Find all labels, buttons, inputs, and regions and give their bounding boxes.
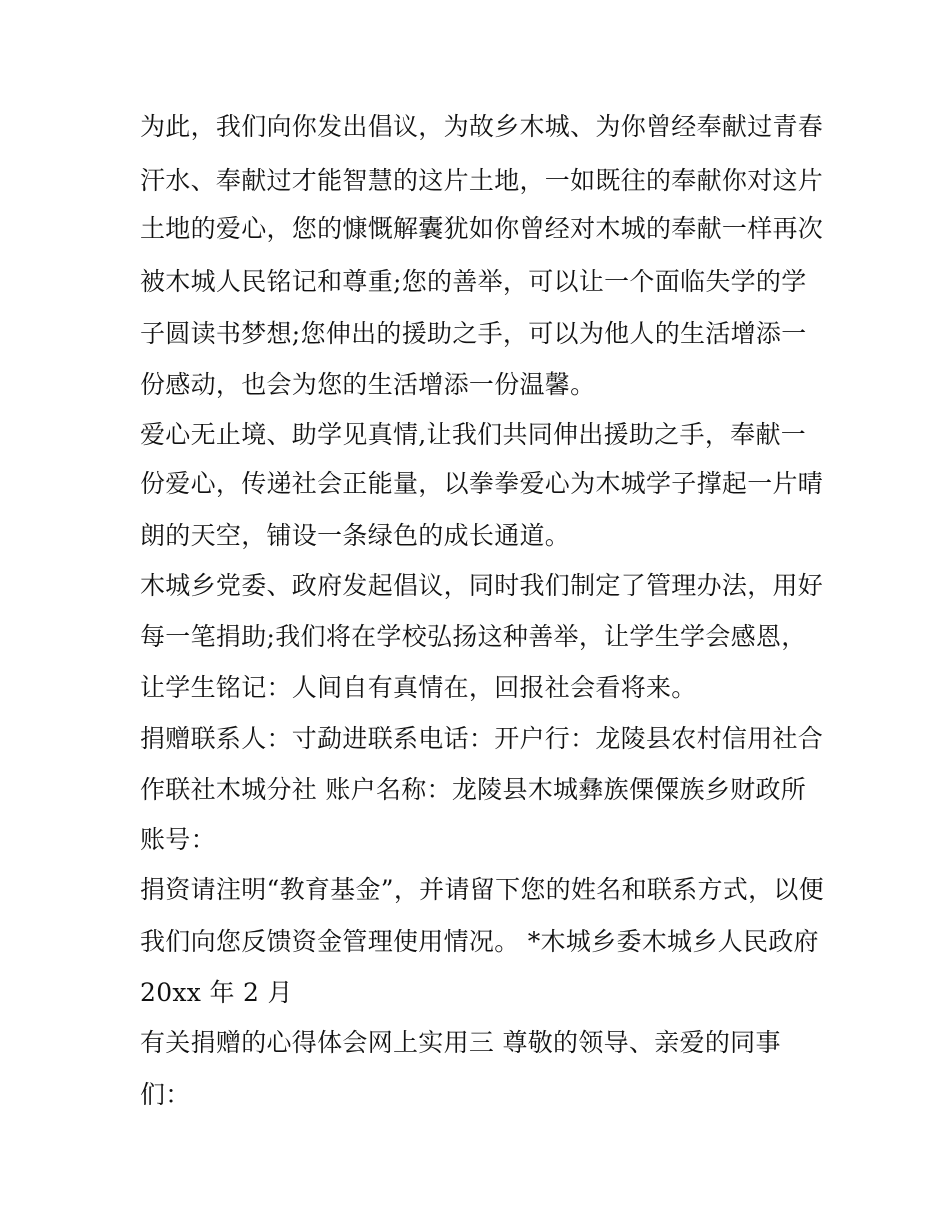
text-line: 捐赠联系人：寸勐进联系电话：开户行：龙陵县农村信用社合: [140, 724, 824, 753]
date-line: 20xx 年 2 月: [140, 978, 293, 1007]
text-line: 木城乡党委、政府发起倡议，同时我们制定了管理办法，用好: [140, 571, 824, 600]
text-line: 份感动，也会为您的生活增添一份温馨。: [140, 370, 596, 399]
text-line: 子圆读书梦想;您伸出的援助之手，可以为他人的生活增添一: [140, 319, 807, 348]
text-line: 爱心无止境、助学见真情,让我们共同伸出援助之手，奉献一: [140, 420, 807, 449]
text-line: 作联社木城分社 账户名称：龙陵县木城彝族傈僳族乡财政所: [140, 775, 807, 804]
text-line: 份爱心，传递社会正能量，以拳拳爱心为木城学子撑起一片晴: [140, 469, 824, 498]
text-line: 为此，我们向你发出倡议，为故乡木城、为你曾经奉献过青春: [140, 112, 824, 141]
text-line: 朗的天空，铺设一条绿色的成长通道。: [140, 521, 571, 550]
text-line: 土地的爱心，您的慷慨解囊犹如你曾经对木城的奉献一样再次: [140, 214, 824, 243]
text-line: 汗水、奉献过才能智慧的这片土地，一如既往的奉献你对这片: [140, 166, 824, 195]
text-line: 让学生铭记：人间自有真情在，回报社会看将来。: [140, 673, 697, 702]
text-line: 我们向您反馈资金管理使用情况。 *木城乡委木城乡人民政府: [140, 927, 819, 956]
text-line: 们：: [140, 1080, 191, 1109]
text-line: 被木城人民铭记和尊重;您的善举，可以让一个面临失学的学: [140, 267, 807, 296]
text-line: 有关捐赠的心得体会网上实用三 尊敬的领导、亲爱的同事: [140, 1028, 781, 1057]
text-line: 账号：: [140, 825, 216, 854]
text-line: 每一笔捐助;我们将在学校弘扬这种善举，让学生学会感恩，: [140, 622, 807, 651]
text-line: 捐资请注明“教育基金”，并请留下您的姓名和联系方式，以便: [140, 875, 824, 904]
